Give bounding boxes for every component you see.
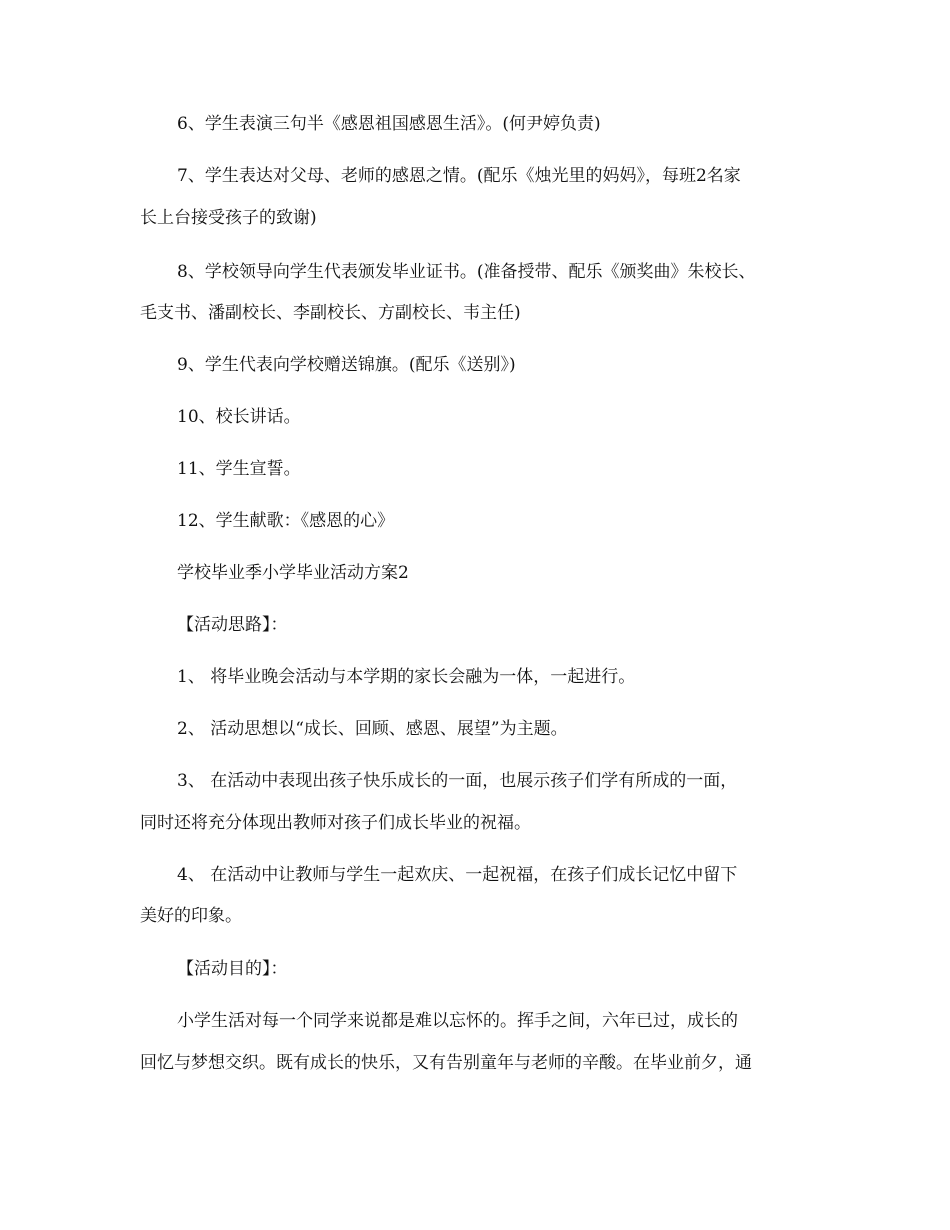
section-title: 学校毕业季小学毕业活动方案2 <box>177 563 409 583</box>
item-8-line-1: 8、学校领导向学生代表颁发毕业证书。(准备授带、配乐《颁奖曲》朱校长、 <box>177 262 756 282</box>
item-7-line-1: 7、学生表达对父母、老师的感恩之情。(配乐《烛光里的妈妈》，每班2名家 <box>177 166 741 186</box>
idea-4-line-2: 美好的印象。 <box>140 906 242 926</box>
idea-4-line-1: 4、 在活动中让教师与学生一起欢庆、一起祝福，在孩子们成长记忆中留下 <box>177 865 738 885</box>
item-7-line-2: 长上台接受孩子的致谢) <box>140 208 317 228</box>
idea-3-line-2: 同时还将充分体现出教师对孩子们成长毕业的祝福。 <box>140 813 531 833</box>
item-10-line: 10、校长讲话。 <box>177 407 301 427</box>
item-11-line: 11、学生宣誓。 <box>177 459 301 479</box>
goal-paragraph-line-1: 小学生活对每一个同学来说都是难以忘怀的。挥手之间，六年已过，成长的 <box>177 1011 738 1031</box>
item-9-line: 9、学生代表向学校赠送锦旗。(配乐《送别》) <box>177 355 516 375</box>
item-12-line: 12、学生献歌：《感恩的心》 <box>177 511 395 531</box>
item-8-line-2: 毛支书、潘副校长、李副校长、方副校长、韦主任) <box>140 303 521 323</box>
item-6-line: 6、学生表演三句半《感恩祖国感恩生活》。(何尹婷负责) <box>177 114 601 134</box>
idea-1-line: 1、 将毕业晚会活动与本学期的家长会融为一体，一起进行。 <box>177 667 636 687</box>
idea-2-line: 2、 活动思想以“成长、回顾、感恩、展望”为主题。 <box>177 719 568 739</box>
idea-3-line-1: 3、 在活动中表现出孩子快乐成长的一面，也展示孩子们学有所成的一面， <box>177 771 738 791</box>
goal-paragraph-line-2: 回忆与梦想交织。既有成长的快乐，又有告别童年与老师的辛酸。在毕业前夕，通 <box>140 1053 752 1073</box>
activity-idea-heading: 【活动思路】： <box>177 615 288 635</box>
activity-goal-heading: 【活动目的】： <box>177 959 288 979</box>
